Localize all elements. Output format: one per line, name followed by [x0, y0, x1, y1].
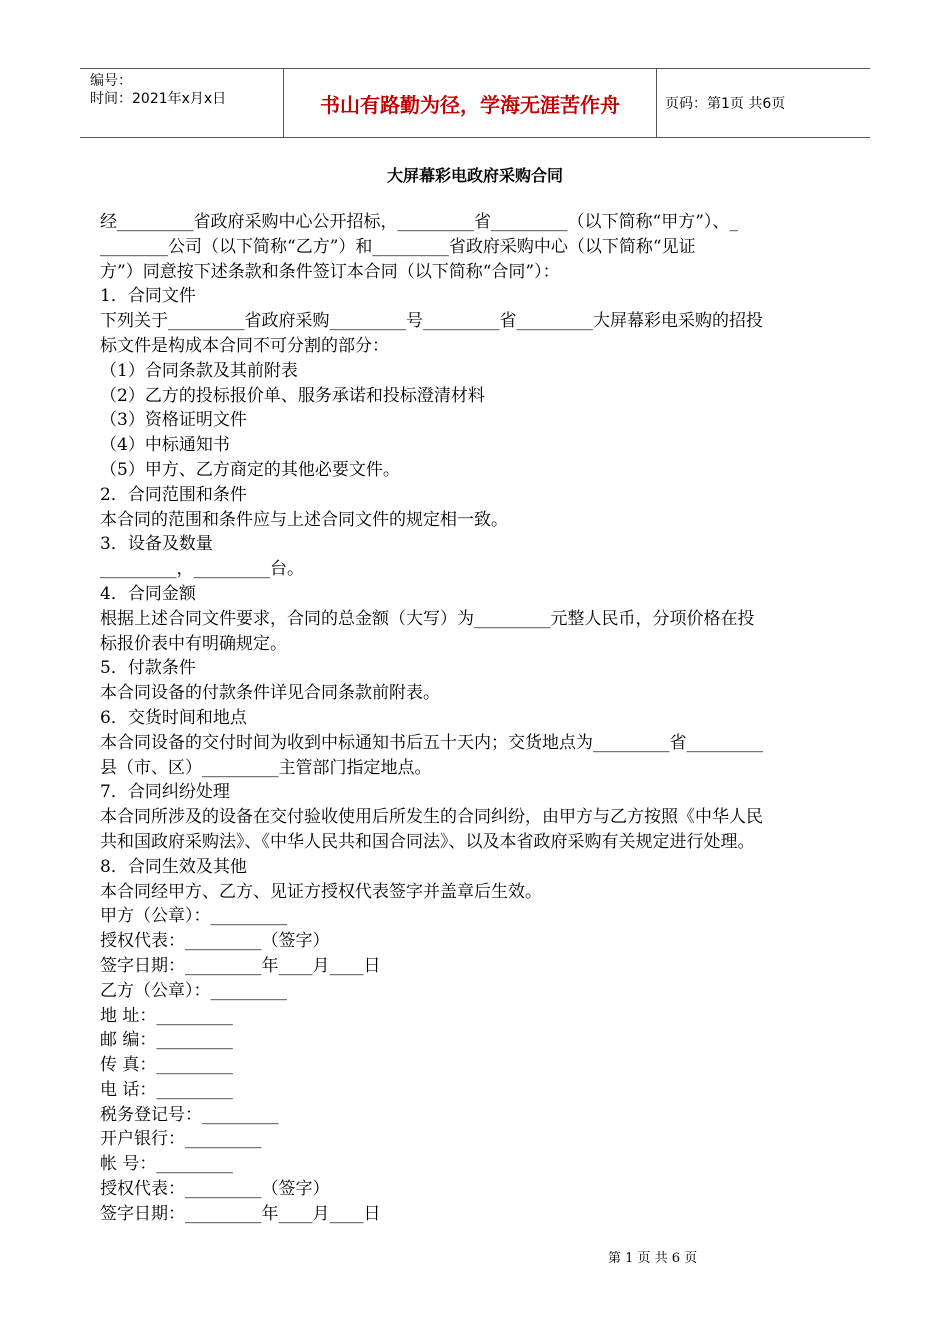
body-line: 县（市、区）_________主管部门指定地点。	[100, 757, 432, 778]
header-meta	[80, 69, 280, 137]
number-label: 编号：	[90, 73, 132, 89]
body-line: 标文件是构成本合同不可分割的部分：	[100, 335, 389, 356]
page-code: 页码：第1页 共6页	[665, 96, 786, 112]
section-heading: 1．合同文件	[100, 286, 196, 307]
signature-field: 开户银行：_________	[100, 1129, 262, 1150]
list-item: （4）中标通知书	[100, 435, 230, 456]
section-heading: 6．交货时间和地点	[100, 707, 247, 728]
section-heading: 7．合同纠纷处理	[100, 782, 230, 803]
signature-field: 授权代表：_________（签字）	[100, 931, 330, 952]
signature-field: 签字日期：_________年____月____日	[100, 1203, 381, 1224]
page-footer: 第 1 页 共 6 页	[608, 1251, 698, 1266]
motto: 书山有路勤为径，学海无涯苦作舟	[320, 92, 620, 117]
list-item: （5）甲方、乙方商定的其他必要文件。	[100, 459, 400, 480]
body-line: 本合同设备的交付时间为收到中标通知书后五十天内；交货地点为_________省_________	[100, 732, 763, 753]
header-page-cell	[655, 69, 870, 137]
body-line: ________公司（以下简称“乙方”）和_________省政府采购中心（以下简称“见证	[100, 236, 696, 257]
body-line: 经_________省政府采购中心公开招标，_________省_________（以下简称“甲方”）、_	[100, 212, 738, 232]
signature-field: 地 址：_________	[100, 1005, 233, 1026]
body-line: 本合同经甲方、乙方、见证方授权代表签字并盖章后生效。	[100, 881, 542, 902]
section-heading: 5．付款条件	[100, 658, 196, 679]
section-heading: 2．合同范围和条件	[100, 484, 247, 505]
signature-field: 传 真：_________	[100, 1055, 233, 1076]
section-heading: 3．设备及数量	[100, 534, 213, 555]
signature-field: 甲方（公章）：_________	[100, 906, 287, 927]
section-heading: 4．合同金额	[100, 583, 196, 604]
body-line: _________，_________台。	[100, 559, 304, 580]
signature-field: 电 话：_________	[100, 1079, 233, 1100]
body-line: 本合同的范围和条件应与上述合同文件的规定相一致。	[100, 509, 508, 530]
signature-field: 帐 号：_________	[100, 1154, 233, 1175]
body-line: 根据上述合同文件要求，合同的总金额（大写）为_________元整人民币，分项价格在投	[100, 608, 755, 629]
header-motto-cell	[283, 69, 657, 137]
time-label: 时间：2021年x月x日	[90, 91, 227, 107]
contract-body	[100, 210, 852, 1227]
list-item: （2）乙方的投标报价单、服务承诺和投标澄清材料	[100, 385, 485, 406]
body-line: 方”）同意按下述条款和条件签订本合同（以下简称“合同”）：	[100, 261, 560, 282]
signature-field: 签字日期：_________年____月____日	[100, 955, 381, 976]
document-title: 大屏幕彩电政府采购合同	[386, 166, 563, 185]
section-heading: 8．合同生效及其他	[100, 856, 247, 877]
list-item: （3）资格证明文件	[100, 410, 247, 431]
list-item: （1）合同条款及其前附表	[100, 360, 298, 381]
page-header	[80, 68, 870, 138]
signature-field: 授权代表：_________（签字）	[100, 1179, 330, 1200]
body-line: 标报价表中有明确规定。	[100, 633, 287, 654]
signature-field: 乙方（公章）：_________	[100, 980, 287, 1001]
body-line: 本合同设备的付款条件详见合同条款前附表。	[100, 683, 440, 704]
body-line: 本合同所涉及的设备在交付验收使用后所发生的合同纠纷，由甲方与乙方按照《中华人民	[100, 807, 763, 828]
signature-field: 税务登记号：_________	[100, 1104, 279, 1125]
body-line: 下列关于_________省政府采购_________号_________省_________大屏幕彩电采购的招投	[100, 311, 763, 332]
body-line: 共和国政府采购法》、《中华人民共和国合同法》、以及本省政府采购有关规定进行处理。	[100, 831, 755, 852]
signature-field: 邮 编：_________	[100, 1030, 233, 1051]
